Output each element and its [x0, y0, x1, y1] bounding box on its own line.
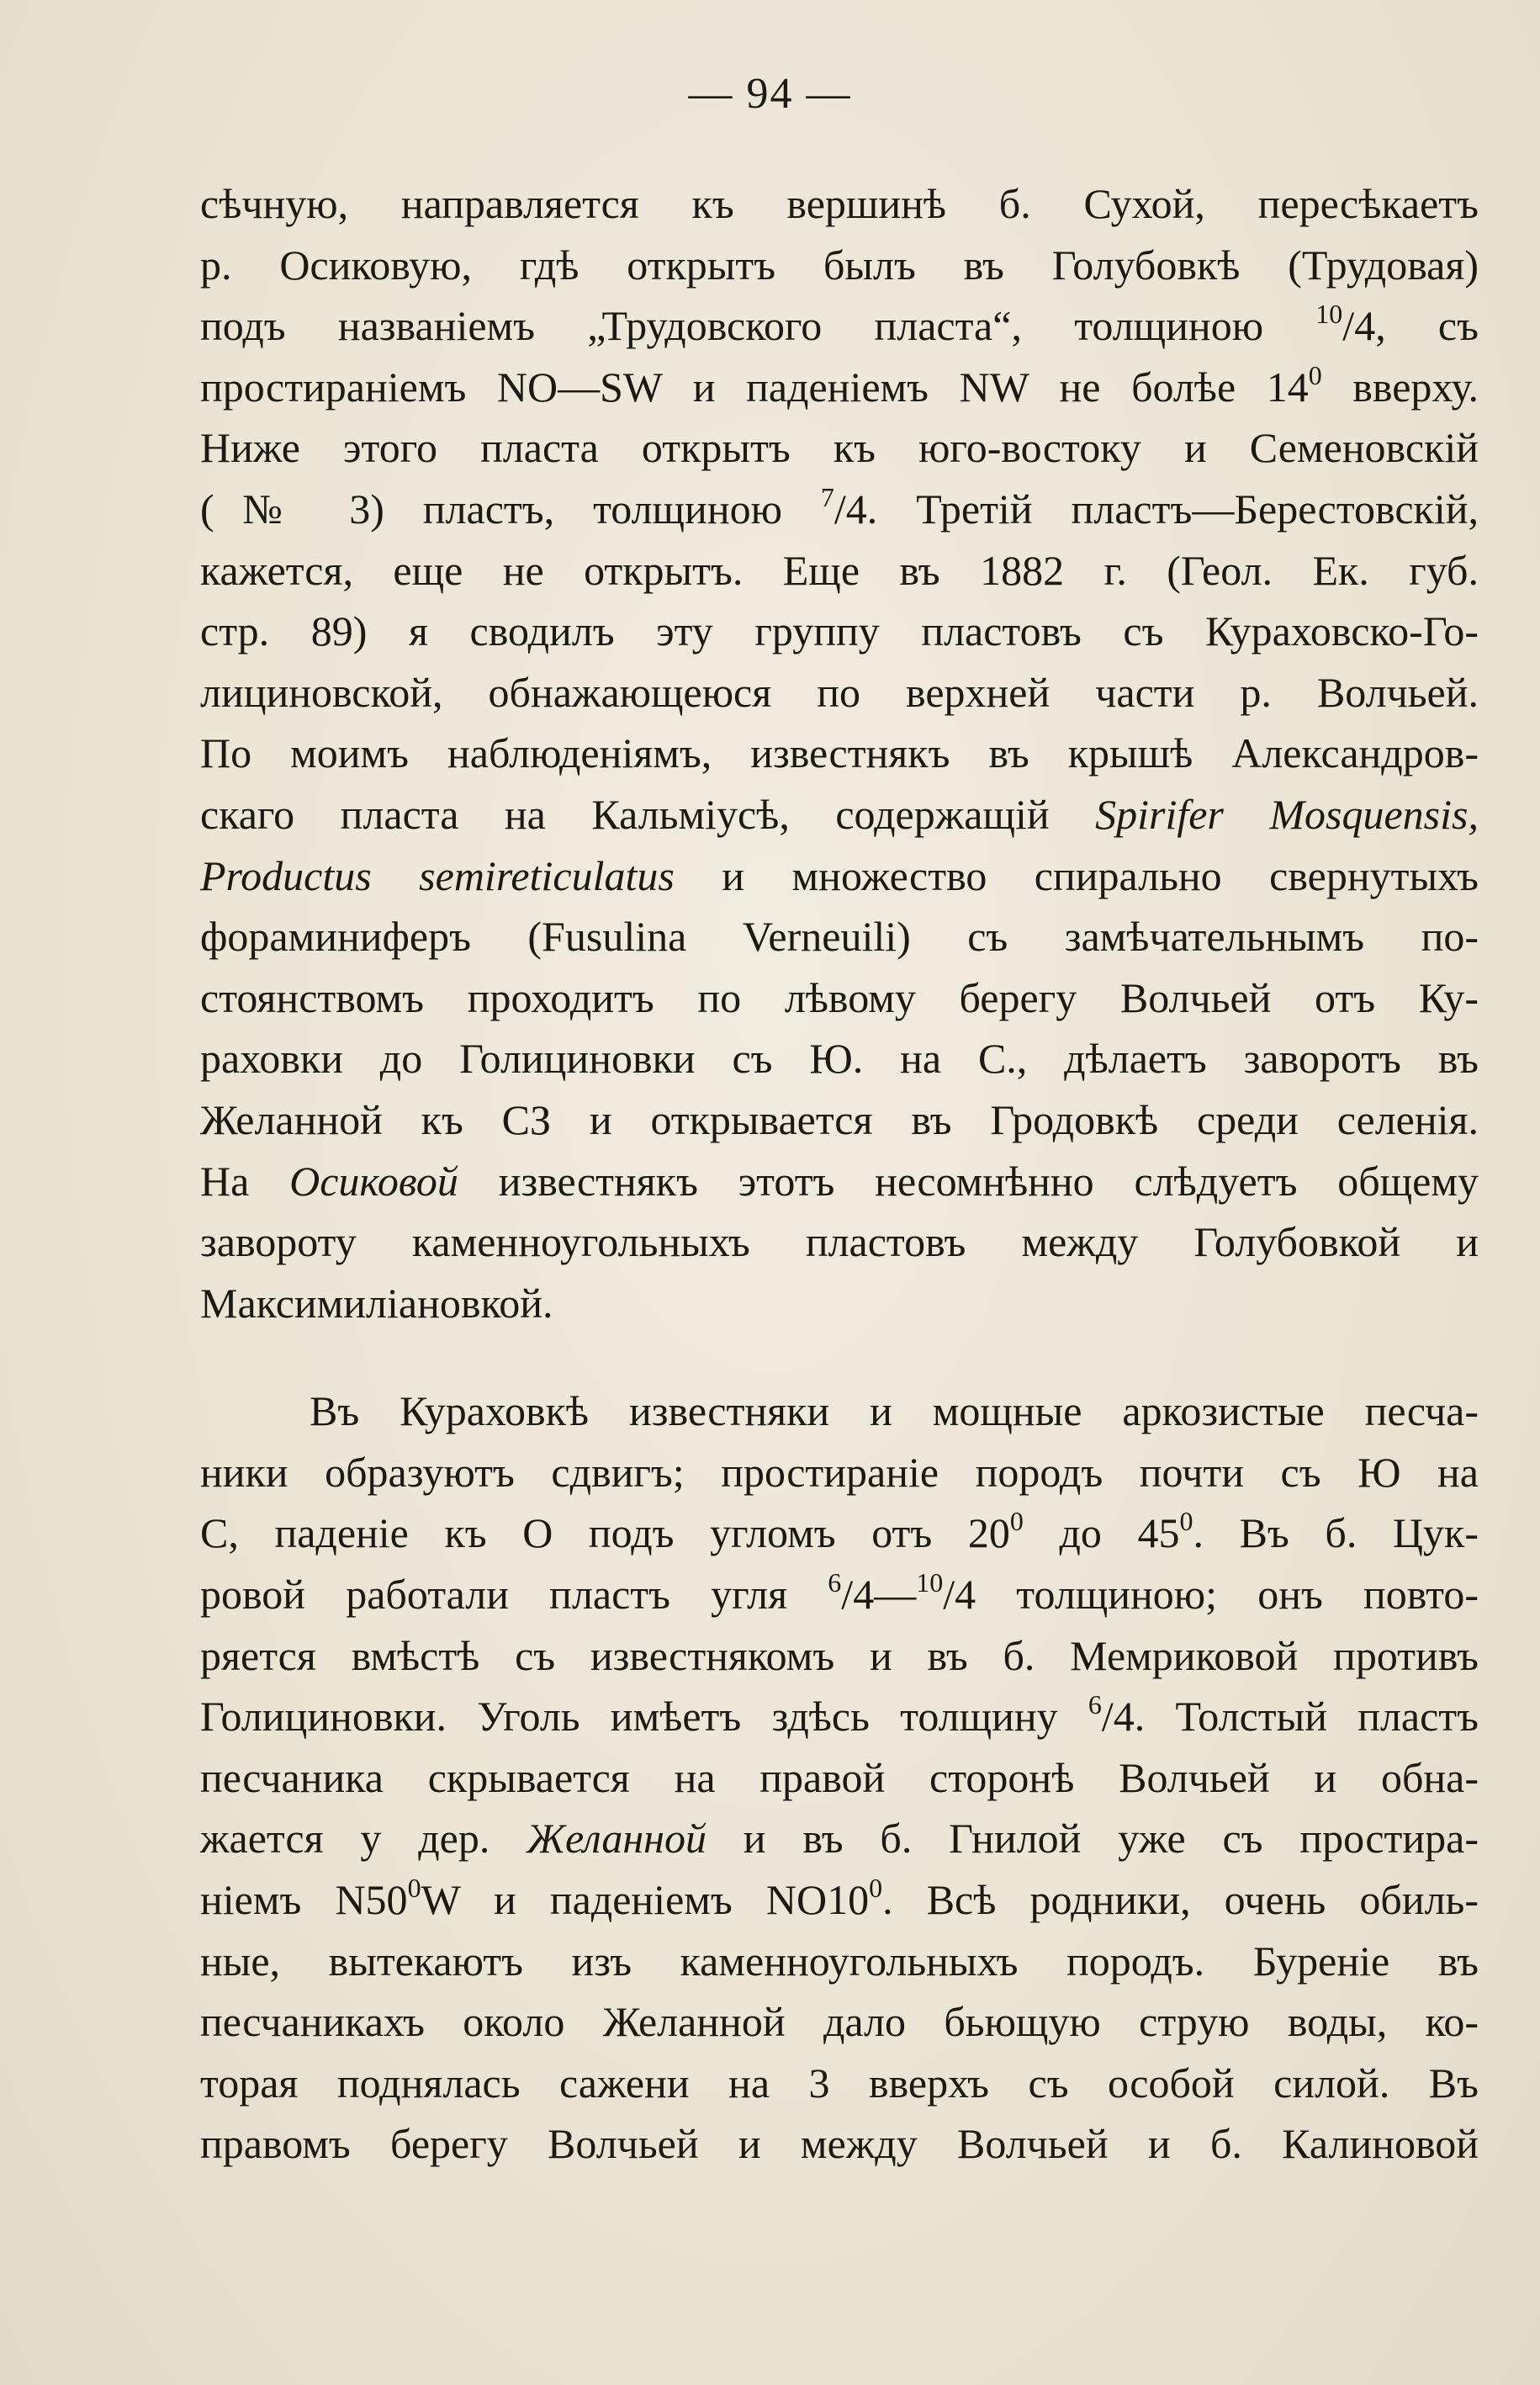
text-line: [200, 2053, 1479, 2114]
text-line: [200, 1931, 1479, 1992]
text-run: W и паденіемъ NO10: [421, 1876, 870, 1924]
text-run: песчаникахъ около Желанной дало бьющую струю воды, ко-: [200, 1998, 1479, 2046]
text-line: [200, 1273, 1479, 1334]
text-run: лициновской, обнажающеюся по верхней части р. Волчьей.: [200, 668, 1479, 716]
text-run: (№ 3) пластъ, толщиною: [200, 485, 821, 533]
text-run: /4, съ: [1342, 302, 1479, 350]
text-run: завороту каменноугольныхъ пластовъ между Голубовкой и: [200, 1218, 1479, 1266]
text-line: [200, 1991, 1479, 2053]
text-line: [200, 784, 1479, 845]
paragraph: [200, 173, 1479, 1333]
paragraph-gap: [200, 1333, 1479, 1381]
italic-text: Productus semireticulatus: [200, 851, 675, 899]
superscript-text: 6: [828, 1567, 842, 1598]
superscript-text: 7: [820, 481, 834, 512]
text-line: [200, 1442, 1479, 1503]
text-line: [200, 2113, 1479, 2175]
text-line: [200, 1747, 1479, 1809]
text-run: По моимъ наблюденіямъ, известнякъ въ крышѣ Александров-: [200, 729, 1479, 777]
text-run: Ниже этого пласта открытъ къ юго-востоку и Семеновскій: [200, 424, 1479, 472]
text-run: ники образуютъ сдвигъ; простираніе породъ почти съ Ю на: [200, 1448, 1479, 1496]
text-run: Желанной къ СЗ и открывается въ Гродовкѣ среди селенія.: [200, 1095, 1479, 1143]
text-run: . Всѣ родники, очень обиль-: [882, 1876, 1479, 1924]
text-run: ряется вмѣстѣ съ известнякомъ и въ б. Мемриковой противъ: [200, 1631, 1479, 1679]
text-line: [200, 1151, 1479, 1212]
text-line: [200, 1625, 1479, 1687]
text-run: скаго пласта на Кальміусѣ, содержащій: [200, 790, 1096, 838]
text-line: [200, 540, 1479, 602]
paragraph: [200, 1381, 1479, 2175]
text-run: до 45: [1023, 1509, 1180, 1557]
text-run: кажется, еще не открытъ. Еще въ 1882 г. (Геол. Ек. губ.: [200, 546, 1479, 594]
text-run: . Въ б. Цук-: [1193, 1509, 1479, 1557]
text-line: [200, 1381, 1479, 1442]
text-line: [200, 601, 1479, 662]
superscript-text: 10: [916, 1567, 944, 1598]
italic-text: Осиковой: [289, 1157, 458, 1205]
text-line: [200, 479, 1479, 540]
text-line: [200, 1089, 1479, 1151]
text-line: [200, 173, 1479, 235]
text-run: /4. Толстый пластъ: [1101, 1693, 1479, 1741]
text-run: /4—: [841, 1571, 917, 1619]
text-run: фораминиферъ (Fusulina Verneuili) съ замѣчательнымъ по-: [200, 913, 1479, 961]
superscript-text: 0: [407, 1873, 421, 1904]
text-run: торая поднялась сажени на 3 вверхъ съ особой силой. Въ: [200, 2059, 1479, 2107]
text-run: стр. 89) я сводилъ эту группу пластовъ съ Кураховско-Го-: [200, 607, 1479, 655]
italic-text: Желанной: [527, 1815, 706, 1863]
italic-text: Spirifer Mosquensis,: [1095, 790, 1479, 838]
text-run: /4 толщиною; онъ повто-: [943, 1571, 1479, 1619]
superscript-text: 0: [1009, 1506, 1024, 1537]
text-line: [200, 295, 1479, 357]
text-run: жается у дер.: [200, 1815, 527, 1863]
text-run: правомъ берегу Волчьей и между Волчьей и б. Калиновой: [200, 2120, 1479, 2168]
superscript-text: 6: [1088, 1689, 1102, 1720]
text-line: [200, 906, 1479, 967]
text-run: стоянствомъ проходитъ по лѣвому берегу Волчьей отъ Ку-: [200, 973, 1479, 1021]
superscript-text: 0: [1179, 1506, 1193, 1537]
text-run: /4. Третій пластъ—Берестовскій,: [834, 485, 1479, 533]
text-line: [200, 235, 1479, 296]
text-line: [200, 1028, 1479, 1089]
text-line: [200, 357, 1479, 418]
superscript-text: 10: [1315, 299, 1343, 330]
text-line: [200, 845, 1479, 907]
text-line: [200, 1686, 1479, 1747]
text-line: [200, 662, 1479, 723]
text-run: раховки до Голициновки съ Ю. на С., дѣлаетъ заворотъ въ: [200, 1035, 1479, 1083]
text-run: подъ названіемъ „Трудовского пласта“, толщиною: [200, 302, 1316, 350]
text-run: На: [200, 1157, 290, 1205]
text-run: известнякъ этотъ несомнѣнно слѣдуетъ общему: [458, 1157, 1479, 1205]
text-run: Голициновки. Уголь имѣетъ здѣсь толщину: [200, 1693, 1088, 1741]
text-line: [200, 1211, 1479, 1273]
text-run: вверху.: [1321, 363, 1479, 411]
page-number: — 94 —: [688, 70, 852, 118]
text-run: песчаника скрывается на правой сторонѣ Волчьей и обна-: [200, 1753, 1479, 1801]
text-line: [200, 1564, 1479, 1625]
text-run: и множество спирально свернутыхъ: [674, 851, 1479, 899]
text-line: [200, 967, 1479, 1029]
text-run: Въ Кураховкѣ известняки и мощные аркозистые песча-: [310, 1387, 1479, 1435]
text-line: [200, 417, 1479, 479]
superscript-text: 0: [869, 1873, 883, 1904]
text-line: [200, 1808, 1479, 1869]
text-line: [200, 723, 1479, 784]
text-run: ніемъ N50: [200, 1876, 408, 1924]
text-run: и въ б. Гнилой уже съ простира-: [706, 1815, 1479, 1863]
text-run: Максимиліановкой.: [200, 1279, 553, 1327]
body-text: [200, 173, 1479, 2175]
text-run: простираніемъ NO—SW и паденіемъ NW не болѣе 14: [200, 363, 1309, 411]
text-line: [200, 1869, 1479, 1931]
text-run: С, паденіе къ О подъ угломъ отъ 20: [200, 1509, 1010, 1557]
text-run: ровой работали пластъ угля: [200, 1571, 828, 1619]
text-line: [200, 1503, 1479, 1564]
text-run: ные, вытекаютъ изъ каменноугольныхъ породъ. Буреніе въ: [200, 1937, 1479, 1985]
text-run: р. Осиковую, гдѣ открытъ былъ въ Голубовкѣ (Трудовая): [200, 241, 1479, 289]
superscript-text: 0: [1308, 359, 1322, 390]
text-run: сѣчную, направляется къ вершинѣ б. Сухой, пересѣкаетъ: [200, 180, 1479, 227]
